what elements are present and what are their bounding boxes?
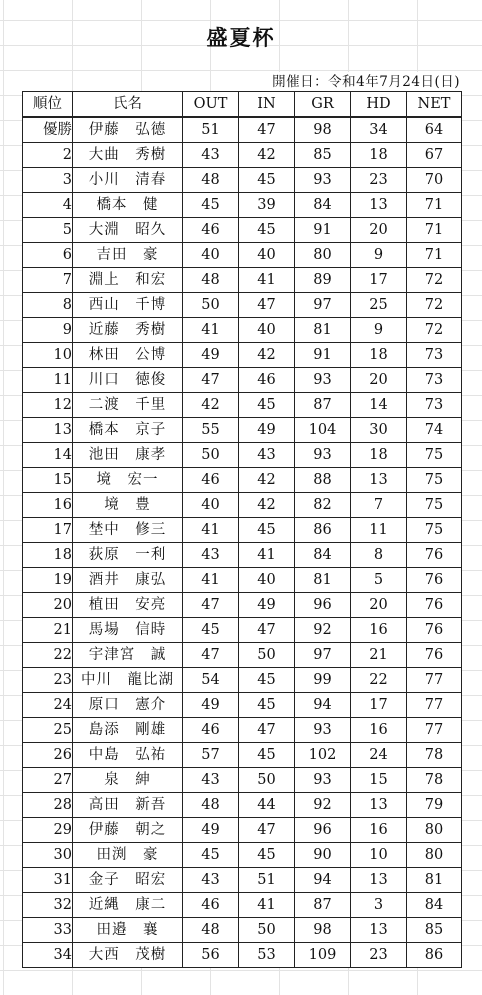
in-cell[interactable]: 46 bbox=[239, 368, 295, 393]
hd-cell[interactable]: 23 bbox=[351, 168, 407, 193]
gr-cell[interactable]: 98 bbox=[295, 117, 351, 143]
hd-cell[interactable]: 17 bbox=[351, 693, 407, 718]
rank-cell[interactable]: 15 bbox=[23, 468, 73, 493]
out-cell[interactable]: 48 bbox=[183, 168, 239, 193]
in-cell[interactable]: 45 bbox=[239, 743, 295, 768]
net-cell[interactable]: 85 bbox=[407, 918, 462, 943]
in-cell[interactable]: 49 bbox=[239, 418, 295, 443]
rank-cell[interactable]: 5 bbox=[23, 218, 73, 243]
hd-cell[interactable]: 13 bbox=[351, 468, 407, 493]
out-cell[interactable]: 49 bbox=[183, 693, 239, 718]
hd-cell[interactable]: 11 bbox=[351, 518, 407, 543]
net-cell[interactable]: 74 bbox=[407, 418, 462, 443]
table-row bbox=[23, 593, 462, 618]
page-title: 盛夏杯 bbox=[206, 25, 276, 50]
rank-cell[interactable]: 32 bbox=[23, 893, 73, 918]
gr-cell[interactable]: 96 bbox=[295, 818, 351, 843]
column-header-rank[interactable]: 順位 bbox=[23, 92, 73, 118]
in-cell[interactable]: 42 bbox=[239, 343, 295, 368]
out-cell[interactable]: 45 bbox=[183, 843, 239, 868]
hd-cell[interactable]: 25 bbox=[351, 293, 407, 318]
table-row bbox=[23, 117, 462, 143]
name-cell[interactable]: 伊藤 朝之 bbox=[73, 818, 183, 843]
rank-cell[interactable]: 2 bbox=[23, 143, 73, 168]
table-row bbox=[23, 393, 462, 418]
in-cell[interactable]: 42 bbox=[239, 493, 295, 518]
gr-cell[interactable]: 90 bbox=[295, 843, 351, 868]
gr-cell[interactable]: 93 bbox=[295, 368, 351, 393]
name-cell[interactable]: 中川 龍比湖 bbox=[73, 668, 183, 693]
out-cell[interactable]: 46 bbox=[183, 218, 239, 243]
table-row bbox=[23, 368, 462, 393]
net-cell[interactable]: 78 bbox=[407, 768, 462, 793]
gr-cell[interactable]: 102 bbox=[295, 743, 351, 768]
name-cell[interactable]: 中島 弘祐 bbox=[73, 743, 183, 768]
hd-cell[interactable]: 5 bbox=[351, 568, 407, 593]
in-cell[interactable]: 50 bbox=[239, 918, 295, 943]
net-cell[interactable]: 78 bbox=[407, 743, 462, 768]
name-cell[interactable]: 近縄 康二 bbox=[73, 893, 183, 918]
out-cell[interactable]: 41 bbox=[183, 518, 239, 543]
gr-cell[interactable]: 109 bbox=[295, 943, 351, 968]
out-cell[interactable]: 43 bbox=[183, 543, 239, 568]
gr-cell[interactable]: 99 bbox=[295, 668, 351, 693]
in-cell[interactable]: 50 bbox=[239, 643, 295, 668]
rank-cell[interactable]: 10 bbox=[23, 343, 73, 368]
out-cell[interactable]: 47 bbox=[183, 643, 239, 668]
table-row bbox=[23, 668, 462, 693]
hd-cell[interactable]: 18 bbox=[351, 343, 407, 368]
name-cell[interactable]: 吉田 豪 bbox=[73, 243, 183, 268]
table-row bbox=[23, 843, 462, 868]
out-cell[interactable]: 45 bbox=[183, 618, 239, 643]
name-cell[interactable]: 田渕 豪 bbox=[73, 843, 183, 868]
gr-cell[interactable]: 84 bbox=[295, 193, 351, 218]
net-cell[interactable]: 81 bbox=[407, 868, 462, 893]
hd-cell[interactable]: 16 bbox=[351, 818, 407, 843]
hd-cell[interactable]: 17 bbox=[351, 268, 407, 293]
out-cell[interactable]: 47 bbox=[183, 593, 239, 618]
in-cell[interactable]: 45 bbox=[239, 218, 295, 243]
table-row bbox=[23, 743, 462, 768]
name-cell[interactable]: 馬場 信時 bbox=[73, 618, 183, 643]
name-cell[interactable]: 境 豊 bbox=[73, 493, 183, 518]
gr-cell[interactable]: 96 bbox=[295, 593, 351, 618]
event-date: 開催日：令和4年7月24日(日) bbox=[268, 72, 460, 92]
header-row bbox=[23, 92, 462, 118]
table-row bbox=[23, 718, 462, 743]
rank-cell[interactable]: 29 bbox=[23, 818, 73, 843]
table-row bbox=[23, 568, 462, 593]
gr-cell[interactable]: 97 bbox=[295, 643, 351, 668]
rank-cell[interactable]: 21 bbox=[23, 618, 73, 643]
in-cell[interactable]: 45 bbox=[239, 668, 295, 693]
gr-cell[interactable]: 91 bbox=[295, 343, 351, 368]
in-cell[interactable]: 47 bbox=[239, 718, 295, 743]
hd-cell[interactable]: 24 bbox=[351, 743, 407, 768]
gr-cell[interactable]: 92 bbox=[295, 793, 351, 818]
in-cell[interactable]: 42 bbox=[239, 468, 295, 493]
in-cell[interactable]: 43 bbox=[239, 443, 295, 468]
net-cell[interactable]: 75 bbox=[407, 518, 462, 543]
rank-cell[interactable]: 17 bbox=[23, 518, 73, 543]
in-cell[interactable]: 40 bbox=[239, 243, 295, 268]
table-row bbox=[23, 693, 462, 718]
rank-cell[interactable]: 13 bbox=[23, 418, 73, 443]
in-cell[interactable]: 51 bbox=[239, 868, 295, 893]
name-cell[interactable]: 島添 剛雄 bbox=[73, 718, 183, 743]
table-row bbox=[23, 443, 462, 468]
gr-cell[interactable]: 93 bbox=[295, 718, 351, 743]
column-header-net[interactable]: NET bbox=[407, 92, 462, 118]
name-cell[interactable]: 小川 清春 bbox=[73, 168, 183, 193]
name-cell[interactable]: 大曲 秀樹 bbox=[73, 143, 183, 168]
table-row bbox=[23, 918, 462, 943]
out-cell[interactable]: 49 bbox=[183, 343, 239, 368]
rank-cell[interactable]: 33 bbox=[23, 918, 73, 943]
name-cell[interactable]: 伊藤 弘德 bbox=[73, 117, 183, 143]
net-cell[interactable]: 72 bbox=[407, 268, 462, 293]
column-header-hd[interactable]: HD bbox=[351, 92, 407, 118]
in-cell[interactable]: 50 bbox=[239, 768, 295, 793]
in-cell[interactable]: 47 bbox=[239, 117, 295, 143]
hd-cell[interactable]: 13 bbox=[351, 868, 407, 893]
rank-cell[interactable]: 6 bbox=[23, 243, 73, 268]
name-cell[interactable]: 橋本 京子 bbox=[73, 418, 183, 443]
out-cell[interactable]: 42 bbox=[183, 393, 239, 418]
rank-cell[interactable]: 18 bbox=[23, 543, 73, 568]
in-cell[interactable]: 47 bbox=[239, 618, 295, 643]
rank-cell[interactable]: 優勝 bbox=[23, 117, 73, 143]
in-cell[interactable]: 40 bbox=[239, 568, 295, 593]
rank-cell[interactable]: 27 bbox=[23, 768, 73, 793]
hd-cell[interactable]: 14 bbox=[351, 393, 407, 418]
out-cell[interactable]: 50 bbox=[183, 443, 239, 468]
table-row bbox=[23, 218, 462, 243]
net-cell[interactable]: 80 bbox=[407, 818, 462, 843]
out-cell[interactable]: 43 bbox=[183, 768, 239, 793]
net-cell[interactable]: 70 bbox=[407, 168, 462, 193]
gr-cell[interactable]: 93 bbox=[295, 168, 351, 193]
rank-cell[interactable]: 28 bbox=[23, 793, 73, 818]
net-cell[interactable]: 80 bbox=[407, 843, 462, 868]
out-cell[interactable]: 41 bbox=[183, 568, 239, 593]
hd-cell[interactable]: 15 bbox=[351, 768, 407, 793]
net-cell[interactable]: 76 bbox=[407, 593, 462, 618]
in-cell[interactable]: 41 bbox=[239, 543, 295, 568]
net-cell[interactable]: 77 bbox=[407, 668, 462, 693]
rank-cell[interactable]: 3 bbox=[23, 168, 73, 193]
name-cell[interactable]: 埜中 修三 bbox=[73, 518, 183, 543]
net-cell[interactable]: 67 bbox=[407, 143, 462, 168]
in-cell[interactable]: 45 bbox=[239, 168, 295, 193]
table-row bbox=[23, 168, 462, 193]
net-cell[interactable]: 71 bbox=[407, 218, 462, 243]
gr-cell[interactable]: 98 bbox=[295, 918, 351, 943]
table-row bbox=[23, 793, 462, 818]
rank-cell[interactable]: 31 bbox=[23, 868, 73, 893]
in-cell[interactable]: 45 bbox=[239, 843, 295, 868]
name-cell[interactable]: 川口 徳俊 bbox=[73, 368, 183, 393]
hd-cell[interactable]: 8 bbox=[351, 543, 407, 568]
out-cell[interactable]: 49 bbox=[183, 818, 239, 843]
in-cell[interactable]: 40 bbox=[239, 318, 295, 343]
in-cell[interactable]: 41 bbox=[239, 268, 295, 293]
gr-cell[interactable]: 89 bbox=[295, 268, 351, 293]
hd-cell[interactable]: 7 bbox=[351, 493, 407, 518]
table-row bbox=[23, 518, 462, 543]
gr-cell[interactable]: 92 bbox=[295, 618, 351, 643]
hd-cell[interactable]: 22 bbox=[351, 668, 407, 693]
out-cell[interactable]: 46 bbox=[183, 468, 239, 493]
rank-cell[interactable]: 20 bbox=[23, 593, 73, 618]
out-cell[interactable]: 55 bbox=[183, 418, 239, 443]
in-cell[interactable]: 44 bbox=[239, 793, 295, 818]
hd-cell[interactable]: 34 bbox=[351, 117, 407, 143]
gr-cell[interactable]: 91 bbox=[295, 218, 351, 243]
name-cell[interactable]: 田邉 襄 bbox=[73, 918, 183, 943]
rank-cell[interactable]: 34 bbox=[23, 943, 73, 968]
table-row bbox=[23, 768, 462, 793]
rank-cell[interactable]: 8 bbox=[23, 293, 73, 318]
hd-cell[interactable]: 9 bbox=[351, 318, 407, 343]
column-header-gr[interactable]: GR bbox=[295, 92, 351, 118]
rank-cell[interactable]: 22 bbox=[23, 643, 73, 668]
rank-cell[interactable]: 9 bbox=[23, 318, 73, 343]
table-row bbox=[23, 193, 462, 218]
hd-cell[interactable]: 30 bbox=[351, 418, 407, 443]
out-cell[interactable]: 41 bbox=[183, 318, 239, 343]
gr-cell[interactable]: 86 bbox=[295, 518, 351, 543]
results-body bbox=[23, 117, 462, 968]
name-cell[interactable]: 池田 康孝 bbox=[73, 443, 183, 468]
table-row bbox=[23, 943, 462, 968]
out-cell[interactable]: 51 bbox=[183, 117, 239, 143]
gr-cell[interactable]: 80 bbox=[295, 243, 351, 268]
name-cell[interactable]: 原口 憲介 bbox=[73, 693, 183, 718]
hd-cell[interactable]: 21 bbox=[351, 643, 407, 668]
net-cell[interactable]: 79 bbox=[407, 793, 462, 818]
hd-cell[interactable]: 18 bbox=[351, 443, 407, 468]
net-cell[interactable]: 75 bbox=[407, 468, 462, 493]
gr-cell[interactable]: 82 bbox=[295, 493, 351, 518]
table-row bbox=[23, 818, 462, 843]
table-row bbox=[23, 343, 462, 368]
hd-cell[interactable]: 18 bbox=[351, 143, 407, 168]
hd-cell[interactable]: 23 bbox=[351, 943, 407, 968]
name-cell[interactable]: 高田 新吾 bbox=[73, 793, 183, 818]
hd-cell[interactable]: 20 bbox=[351, 218, 407, 243]
hd-cell[interactable]: 20 bbox=[351, 593, 407, 618]
out-cell[interactable]: 50 bbox=[183, 293, 239, 318]
rank-cell[interactable]: 23 bbox=[23, 668, 73, 693]
name-cell[interactable]: 大淵 昭久 bbox=[73, 218, 183, 243]
name-cell[interactable]: 西山 千博 bbox=[73, 293, 183, 318]
out-cell[interactable]: 48 bbox=[183, 793, 239, 818]
name-cell[interactable]: 宇津宮 誠 bbox=[73, 643, 183, 668]
gr-cell[interactable]: 81 bbox=[295, 568, 351, 593]
rank-cell[interactable]: 19 bbox=[23, 568, 73, 593]
rank-cell[interactable]: 12 bbox=[23, 393, 73, 418]
net-cell[interactable]: 72 bbox=[407, 293, 462, 318]
net-cell[interactable]: 75 bbox=[407, 493, 462, 518]
in-cell[interactable]: 41 bbox=[239, 893, 295, 918]
gr-cell[interactable]: 97 bbox=[295, 293, 351, 318]
rank-cell[interactable]: 4 bbox=[23, 193, 73, 218]
hd-cell[interactable]: 16 bbox=[351, 718, 407, 743]
name-cell[interactable]: 境 宏一 bbox=[73, 468, 183, 493]
rank-cell[interactable]: 25 bbox=[23, 718, 73, 743]
net-cell[interactable]: 77 bbox=[407, 693, 462, 718]
out-cell[interactable]: 57 bbox=[183, 743, 239, 768]
results-table bbox=[22, 91, 462, 968]
table-row bbox=[23, 868, 462, 893]
rank-cell[interactable]: 7 bbox=[23, 268, 73, 293]
in-cell[interactable]: 39 bbox=[239, 193, 295, 218]
out-cell[interactable]: 46 bbox=[183, 718, 239, 743]
table-row bbox=[23, 243, 462, 268]
table-row bbox=[23, 468, 462, 493]
name-cell[interactable]: 泉 紳 bbox=[73, 768, 183, 793]
gr-cell[interactable]: 88 bbox=[295, 468, 351, 493]
out-cell[interactable]: 54 bbox=[183, 668, 239, 693]
gr-cell[interactable]: 104 bbox=[295, 418, 351, 443]
net-cell[interactable]: 76 bbox=[407, 543, 462, 568]
in-cell[interactable]: 45 bbox=[239, 393, 295, 418]
table-row bbox=[23, 493, 462, 518]
gr-cell[interactable]: 81 bbox=[295, 318, 351, 343]
net-cell[interactable]: 84 bbox=[407, 893, 462, 918]
gr-cell[interactable]: 87 bbox=[295, 893, 351, 918]
hd-cell[interactable]: 13 bbox=[351, 793, 407, 818]
net-cell[interactable]: 75 bbox=[407, 443, 462, 468]
gr-cell[interactable]: 85 bbox=[295, 143, 351, 168]
net-cell[interactable]: 73 bbox=[407, 393, 462, 418]
rank-cell[interactable]: 30 bbox=[23, 843, 73, 868]
hd-cell[interactable]: 9 bbox=[351, 243, 407, 268]
column-header-out[interactable]: OUT bbox=[183, 92, 239, 118]
net-cell[interactable]: 72 bbox=[407, 318, 462, 343]
net-cell[interactable]: 73 bbox=[407, 368, 462, 393]
gr-cell[interactable]: 93 bbox=[295, 443, 351, 468]
out-cell[interactable]: 43 bbox=[183, 143, 239, 168]
out-cell[interactable]: 40 bbox=[183, 493, 239, 518]
in-cell[interactable]: 47 bbox=[239, 293, 295, 318]
rank-cell[interactable]: 26 bbox=[23, 743, 73, 768]
table-row bbox=[23, 643, 462, 668]
table-row bbox=[23, 293, 462, 318]
in-cell[interactable]: 42 bbox=[239, 143, 295, 168]
hd-cell[interactable]: 13 bbox=[351, 918, 407, 943]
name-cell[interactable]: 淵上 和宏 bbox=[73, 268, 183, 293]
hd-cell[interactable]: 10 bbox=[351, 843, 407, 868]
rank-cell[interactable]: 11 bbox=[23, 368, 73, 393]
rank-cell[interactable]: 16 bbox=[23, 493, 73, 518]
out-cell[interactable]: 56 bbox=[183, 943, 239, 968]
name-cell[interactable]: 荻原 一利 bbox=[73, 543, 183, 568]
out-cell[interactable]: 48 bbox=[183, 918, 239, 943]
net-cell[interactable]: 77 bbox=[407, 718, 462, 743]
name-cell[interactable]: 大西 茂樹 bbox=[73, 943, 183, 968]
in-cell[interactable]: 47 bbox=[239, 818, 295, 843]
in-cell[interactable]: 53 bbox=[239, 943, 295, 968]
net-cell[interactable]: 64 bbox=[407, 117, 462, 143]
net-cell[interactable]: 76 bbox=[407, 568, 462, 593]
name-cell[interactable]: 林田 公博 bbox=[73, 343, 183, 368]
table-row bbox=[23, 543, 462, 568]
net-cell[interactable]: 86 bbox=[407, 943, 462, 968]
name-cell[interactable]: 二渡 千里 bbox=[73, 393, 183, 418]
name-cell[interactable]: 橋本 健 bbox=[73, 193, 183, 218]
table-row bbox=[23, 618, 462, 643]
net-cell[interactable]: 76 bbox=[407, 643, 462, 668]
gr-cell[interactable]: 94 bbox=[295, 868, 351, 893]
table-row bbox=[23, 268, 462, 293]
out-cell[interactable]: 46 bbox=[183, 893, 239, 918]
name-cell[interactable]: 酒井 康弘 bbox=[73, 568, 183, 593]
table-row bbox=[23, 318, 462, 343]
net-cell[interactable]: 73 bbox=[407, 343, 462, 368]
net-cell[interactable]: 76 bbox=[407, 618, 462, 643]
in-cell[interactable]: 45 bbox=[239, 693, 295, 718]
rank-cell[interactable]: 24 bbox=[23, 693, 73, 718]
hd-cell[interactable]: 16 bbox=[351, 618, 407, 643]
name-cell[interactable]: 近藤 秀樹 bbox=[73, 318, 183, 343]
gr-cell[interactable]: 87 bbox=[295, 393, 351, 418]
hd-cell[interactable]: 3 bbox=[351, 893, 407, 918]
column-header-in[interactable]: IN bbox=[239, 92, 295, 118]
column-header-name[interactable]: 氏名 bbox=[73, 92, 183, 118]
name-cell[interactable]: 金子 昭宏 bbox=[73, 868, 183, 893]
gr-cell[interactable]: 93 bbox=[295, 768, 351, 793]
out-cell[interactable]: 40 bbox=[183, 243, 239, 268]
name-cell[interactable]: 植田 安亮 bbox=[73, 593, 183, 618]
table-row bbox=[23, 143, 462, 168]
net-cell[interactable]: 71 bbox=[407, 243, 462, 268]
out-cell[interactable]: 43 bbox=[183, 868, 239, 893]
out-cell[interactable]: 45 bbox=[183, 193, 239, 218]
hd-cell[interactable]: 20 bbox=[351, 368, 407, 393]
in-cell[interactable]: 49 bbox=[239, 593, 295, 618]
table-row bbox=[23, 418, 462, 443]
net-cell[interactable]: 71 bbox=[407, 193, 462, 218]
hd-cell[interactable]: 13 bbox=[351, 193, 407, 218]
rank-cell[interactable]: 14 bbox=[23, 443, 73, 468]
table-row bbox=[23, 893, 462, 918]
gr-cell[interactable]: 84 bbox=[295, 543, 351, 568]
out-cell[interactable]: 48 bbox=[183, 268, 239, 293]
in-cell[interactable]: 45 bbox=[239, 518, 295, 543]
out-cell[interactable]: 47 bbox=[183, 368, 239, 393]
gr-cell[interactable]: 94 bbox=[295, 693, 351, 718]
